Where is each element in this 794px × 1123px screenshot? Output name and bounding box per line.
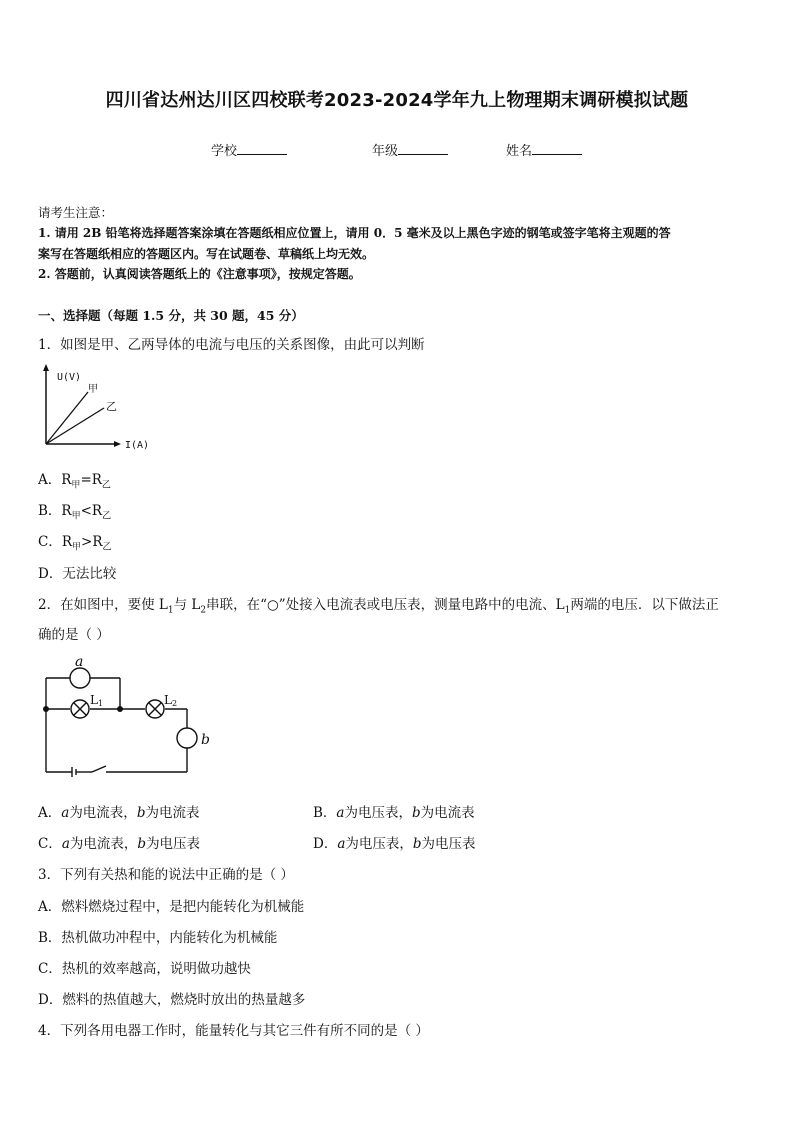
q1-optA-rel: =R: [80, 472, 102, 488]
q2-optB-p2: 为电压表，: [344, 805, 412, 821]
q3-stem: 3．下列有关热和能的说法中正确的是（ ）: [38, 867, 294, 883]
q2-stem-sub2: 2: [200, 605, 207, 616]
q3-option-a: A．燃料燃烧过程中，是把内能转化为机械能: [38, 899, 305, 915]
q2-optD-p3: 为电压表: [421, 836, 476, 852]
label-l1: L: [90, 693, 98, 707]
junction-right: [117, 706, 123, 712]
q2-stem-sub3: 1: [564, 605, 571, 616]
meter-b: [177, 728, 197, 748]
q2-optC-a: a: [61, 836, 70, 852]
q2-circuit: [38, 650, 228, 780]
q1-stem: 1．如图是甲、乙两导体的电流与电压的关系图像，由此可以判断: [38, 337, 425, 353]
meter-a: [70, 668, 90, 688]
q1-optC-sub1: 甲: [72, 542, 82, 553]
q2-optA-b: b: [136, 805, 146, 821]
label-l2-sub: 2: [171, 699, 178, 708]
svg-text:L2: [164, 693, 177, 708]
q2-optC-b: b: [137, 836, 147, 852]
school-label: 学校: [211, 144, 238, 159]
q3-option-b: B．热机做功冲程中，内能转化为机械能: [38, 930, 278, 946]
q2-stem-p2: 与 L: [173, 597, 201, 613]
grade-label: 年级: [372, 144, 399, 159]
q1-option-b: [38, 499, 111, 522]
q1-graph: [38, 362, 158, 452]
label-jia: 甲: [88, 384, 98, 395]
page-title: 四川省达州达川区四校联考2023-2024学年九上物理期末调研模拟试题: [105, 90, 689, 111]
svg-text:L1: [90, 693, 103, 708]
name-blank: [532, 142, 582, 155]
q1-option-d: D．无法比较: [38, 566, 117, 582]
notice-item1-line1: 1. 请用 2B 铅笔将选择题答案涂填在答题纸相应位置上，请用 0．5 毫米及以上黑色字迹的钢笔或签字笔将主观题的答: [38, 226, 671, 240]
notice-item2: 2. 答题前，认真阅读答题纸上的《注意事项》，按规定答题。: [38, 267, 361, 281]
q2-optC-p2: 为电流表，: [69, 836, 138, 852]
q2-optA-p1: A．: [38, 805, 62, 821]
q2-optB-p1: B．: [313, 805, 337, 821]
q2-optB-b: b: [411, 805, 421, 821]
notice-item1-line2: 案写在答题纸相应的答题区内。写在试题卷、草稿纸上均无效。: [38, 247, 375, 261]
q2-stem-p4: 两端的电压．以下做法正: [570, 597, 719, 613]
q4-stem: 4．下列各用电器工作时，能量转化与其它三件有所不同的是（ ）: [38, 1023, 429, 1039]
q2-optD-a: a: [337, 836, 346, 852]
label-b: b: [201, 732, 210, 748]
q1-option-a: [38, 468, 111, 491]
q1-optA-sub1: 甲: [71, 480, 81, 491]
q2-option-c: [38, 832, 200, 852]
school-field: [211, 140, 287, 159]
x-axis-label: I(A): [125, 440, 150, 451]
q2-optD-p2: 为电压表，: [345, 836, 413, 852]
label-yi: 乙: [106, 400, 117, 413]
q2-optB-a: a: [336, 805, 345, 821]
q2-stem-line2: 确的是（ ）: [38, 627, 110, 643]
q1-optC-rel: >R: [81, 534, 103, 550]
label-l1-sub: 1: [97, 699, 104, 708]
q1-optB-prefix: B．R: [38, 503, 72, 519]
q2-optC-p1: C．: [38, 836, 62, 852]
q2-option-a: [38, 801, 199, 821]
q2-optC-p3: 为电压表: [146, 836, 201, 852]
y-axis-label: U(V): [57, 372, 82, 383]
label-a: a: [75, 654, 84, 670]
name-field: [506, 140, 582, 159]
q2-stem-sub1: 1: [167, 605, 174, 616]
q2-optA-p3: 为电流表: [145, 805, 200, 821]
q2-stem-line1: [38, 593, 719, 616]
q2-optA-p2: 为电流表，: [69, 805, 137, 821]
q2-optD-b: b: [412, 836, 422, 852]
q1-optB-sub1: 甲: [71, 511, 81, 522]
section-heading: 一、选择题（每题 1.5 分，共 30 题，45 分）: [38, 308, 304, 323]
notice-heading: 请考生注意：: [38, 205, 114, 220]
q3-option-c: C．热机的效率越高，说明做功越快: [38, 961, 251, 977]
q1-optA-prefix: A．R: [38, 472, 72, 488]
school-blank: [237, 142, 287, 155]
lamp-l1: [71, 700, 89, 718]
q2-option-d: [313, 832, 476, 852]
q1-optB-sub2: 乙: [102, 511, 112, 522]
q2-option-b: [313, 801, 475, 821]
y-axis-arrow: [43, 364, 49, 371]
lamp-l2: [146, 700, 164, 718]
q3-option-d: D．燃料的热值越大，燃烧时放出的热量越多: [38, 992, 306, 1008]
q2-stem-p1: 2．在如图中，要使 L: [38, 597, 168, 613]
q2-stem-p3: 串联，在“○”处接入电流表或电压表，测量电路中的电流、L: [206, 597, 565, 613]
q2-optD-p1: D．: [313, 836, 338, 852]
q1-optB-rel: <R: [80, 503, 103, 519]
q2-optB-p3: 为电流表: [420, 805, 475, 821]
line-jia: [46, 392, 88, 444]
grade-blank: [398, 142, 448, 155]
line-yi: [46, 408, 104, 444]
q2-optA-a: a: [61, 805, 70, 821]
q1-optC-sub2: 乙: [102, 542, 112, 553]
q1-optA-sub2: 乙: [101, 480, 111, 491]
junction-left: [43, 706, 49, 712]
grade-field: [372, 140, 448, 159]
x-axis-arrow: [114, 441, 121, 447]
q1-option-c: [38, 530, 112, 553]
q1-optC-prefix: C．R: [38, 534, 72, 550]
label-l2: L: [164, 693, 172, 707]
name-label: 姓名: [506, 144, 533, 159]
